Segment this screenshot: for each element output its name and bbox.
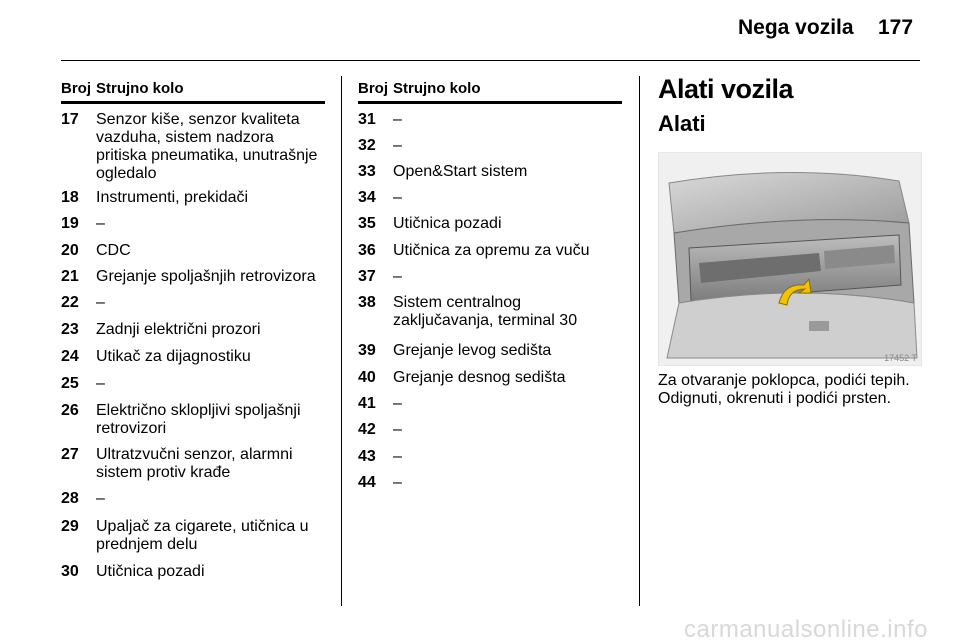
row-num: 44 <box>358 474 376 491</box>
row-num: 26 <box>61 402 79 419</box>
table-row <box>61 518 325 554</box>
row-num: 22 <box>61 294 79 311</box>
table-row <box>358 137 622 155</box>
table-row <box>61 375 325 393</box>
row-text: Ultratzvučni senzor, alarmni sistem protiv krađe <box>96 446 293 481</box>
row-text: – <box>393 395 402 412</box>
table-row <box>358 111 622 129</box>
row-num: 38 <box>358 294 376 311</box>
row-text: – <box>393 189 402 206</box>
row-num: 21 <box>61 268 79 285</box>
row-text: – <box>393 137 402 154</box>
table-row <box>61 402 325 438</box>
row-text: – <box>393 474 402 491</box>
footer-watermark: carmanualsonline.info <box>684 616 928 643</box>
row-text: Električno sklopljivi spoljašnji retrovizori <box>96 402 301 437</box>
row-num: 39 <box>358 342 376 359</box>
column-divider-left <box>341 76 342 606</box>
table-row <box>358 268 622 286</box>
row-num: 18 <box>61 189 79 206</box>
col-header-num: Broj <box>358 80 388 97</box>
row-num: 41 <box>358 395 376 412</box>
row-text: Utikač za dijagnostiku <box>96 348 251 365</box>
table-row <box>61 189 325 207</box>
row-num: 30 <box>61 563 79 580</box>
page-number: 177 <box>878 16 914 39</box>
row-num: 20 <box>61 242 79 259</box>
row-num: 34 <box>358 189 376 206</box>
row-num: 35 <box>358 215 376 232</box>
row-text: Grejanje desnog sedišta <box>393 369 566 386</box>
row-num: 31 <box>358 111 376 128</box>
header-title: Nega vozila <box>738 16 854 39</box>
row-text: – <box>393 421 402 438</box>
table-row <box>61 321 325 339</box>
row-num: 42 <box>358 421 376 438</box>
fuse-table-left <box>61 80 325 580</box>
row-text: Sistem centralnog zaključavanja, terminal 30 <box>393 294 578 329</box>
row-num: 33 <box>358 163 376 180</box>
row-num: 23 <box>61 321 79 338</box>
row-num: 28 <box>61 490 79 507</box>
table-row <box>61 242 325 260</box>
trunk-tools-illustration <box>658 152 922 366</box>
col-header-num: Broj <box>61 80 91 97</box>
table-row <box>61 490 325 508</box>
row-num: 25 <box>61 375 79 392</box>
row-text: – <box>96 215 105 232</box>
table-header <box>61 80 325 104</box>
header-rule <box>61 60 920 61</box>
trunk-drawing <box>659 153 921 365</box>
row-text: Grejanje levog sedišta <box>393 342 552 359</box>
table-row <box>61 268 325 286</box>
row-text: Upaljač za cigarete, utičnica u prednjem delu <box>96 518 309 553</box>
table-row <box>61 111 325 183</box>
row-num: 32 <box>358 137 376 154</box>
row-text: Utičnica za opremu za vuču <box>393 242 590 259</box>
row-text: Zadnji električni prozori <box>96 321 261 338</box>
column-divider-right <box>639 76 640 606</box>
section-caption: Za otvaranje poklopca, podići tepih. Odignuti, okrenuti i podići prsten. <box>658 372 910 407</box>
table-row <box>358 242 622 260</box>
table-row <box>358 421 622 439</box>
table-row <box>358 369 622 387</box>
row-text: Senzor kiše, senzor kvaliteta vazduha, sistem nadzora pritiska pneumatika, unutrašnje ogledalo <box>96 111 318 182</box>
image-code: 17452 T <box>884 353 917 363</box>
table-row <box>358 342 622 360</box>
row-num: 43 <box>358 448 376 465</box>
table-row <box>61 215 325 233</box>
row-num: 37 <box>358 268 376 285</box>
row-text: Grejanje spoljašnjih retrovizora <box>96 268 316 285</box>
table-row <box>358 294 622 330</box>
section-subtitle: Alati <box>658 111 706 136</box>
row-text: Instrumenti, prekidači <box>96 189 249 206</box>
table-row <box>358 215 622 233</box>
row-text: – <box>393 268 402 285</box>
table-header <box>358 80 622 104</box>
row-text: – <box>393 111 402 128</box>
table-row <box>358 448 622 466</box>
col-header-circuit: Strujno kolo <box>393 80 481 97</box>
row-num: 24 <box>61 348 79 365</box>
table-row <box>358 395 622 413</box>
section-title: Alati vozila <box>658 74 794 104</box>
row-num: 17 <box>61 111 79 128</box>
fuse-table-right <box>358 80 622 491</box>
row-text: Open&Start sistem <box>393 163 528 180</box>
table-row <box>61 348 325 366</box>
table-row <box>358 189 622 207</box>
table-row <box>61 563 325 581</box>
row-num: 19 <box>61 215 79 232</box>
row-num: 36 <box>358 242 376 259</box>
row-text: Utičnica pozadi <box>96 563 205 580</box>
row-text: – <box>393 448 402 465</box>
row-text: – <box>96 294 105 311</box>
row-text: – <box>96 375 105 392</box>
row-num: 27 <box>61 446 79 463</box>
row-text: – <box>96 490 105 507</box>
tools-section <box>658 74 920 407</box>
row-text: Utičnica pozadi <box>393 215 502 232</box>
table-row <box>61 446 325 482</box>
col-header-circuit: Strujno kolo <box>96 80 184 97</box>
row-text: CDC <box>96 242 131 259</box>
row-num: 40 <box>358 369 376 386</box>
table-row <box>61 294 325 312</box>
table-row <box>358 163 622 181</box>
row-num: 29 <box>61 518 79 535</box>
table-row <box>358 474 622 492</box>
